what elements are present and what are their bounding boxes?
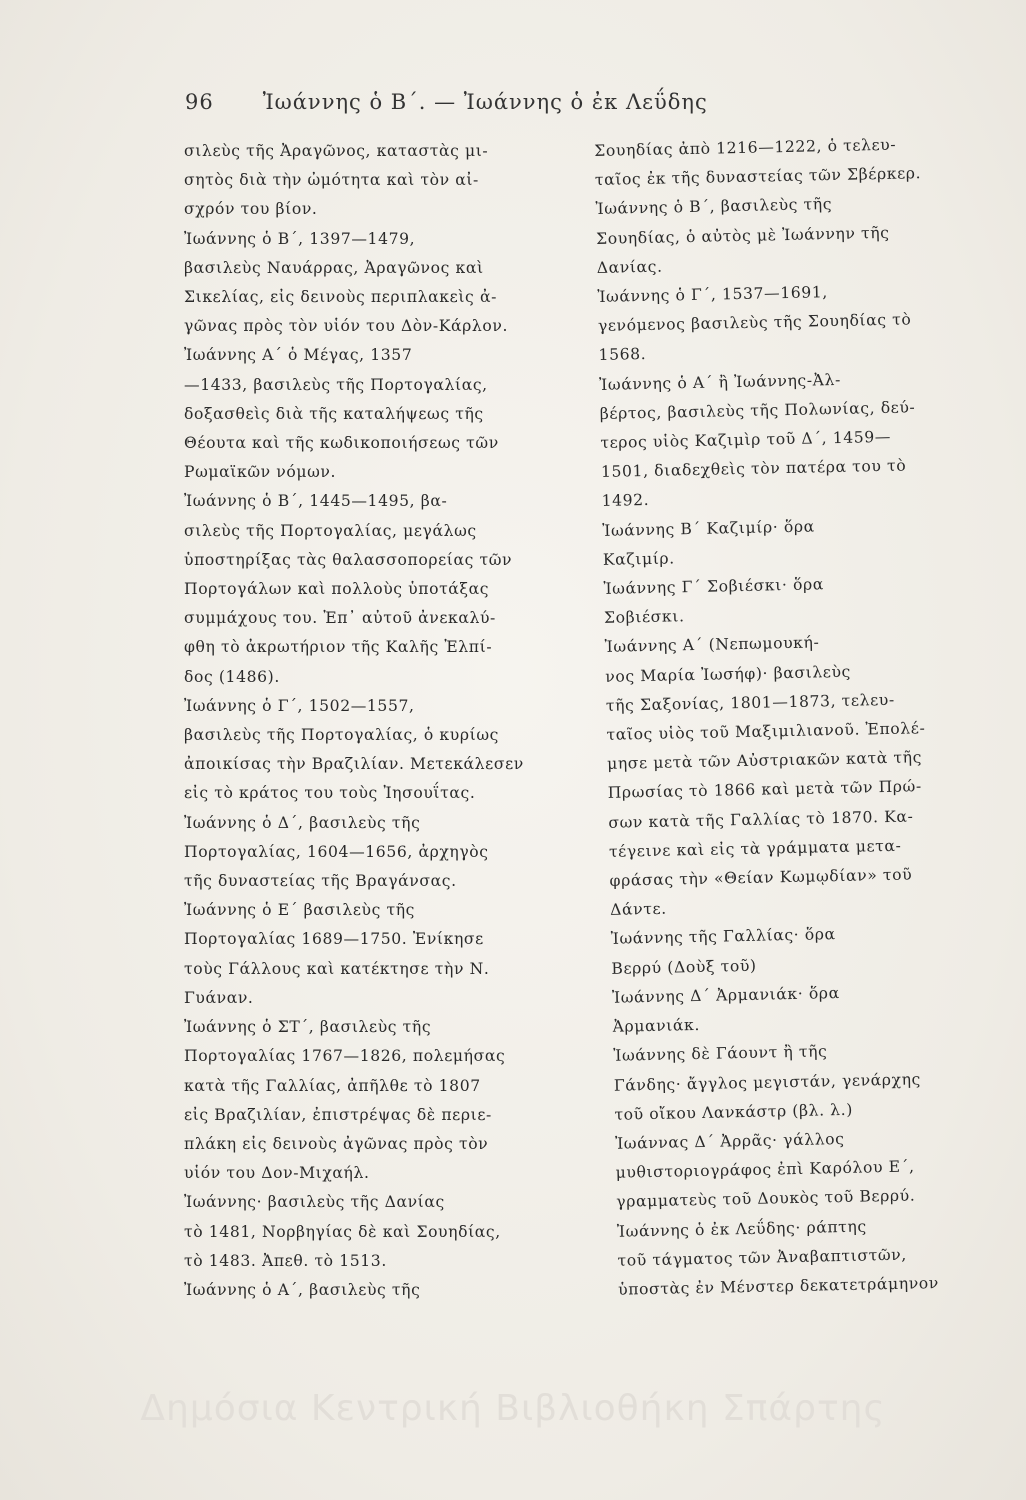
text-line: σητὸς διὰ τὴν ὠμότητα καὶ τὸν αἰ- xyxy=(184,171,479,190)
page-number: 96 xyxy=(185,90,214,114)
text-line: εἰς τὸ κράτος του τοὺς Ἰησουΐτας. xyxy=(184,784,476,803)
text-line: 1501, διαδεχθεὶς τὸν πατέρα του τὸ xyxy=(600,456,907,482)
text-line: Ἰωάννης τῆς Γαλλίας· ὅρα xyxy=(610,925,836,949)
text-line: Πορτογάλων καὶ πολλοὺς ὑποτάξας xyxy=(184,580,490,599)
library-watermark: Δημόσια Κεντρική Βιβλιοθήκη Σπάρτης xyxy=(140,1388,886,1429)
text-line: τερος υἱὸς Καζιμὶρ τοῦ Δ΄, 1459— xyxy=(600,427,892,452)
text-line: Σουηδίας ἀπὸ 1216—1222, ὁ τελευ- xyxy=(594,135,897,160)
text-line: Ἰωάννης ὁ ΣΤ΄, βασιλεὺς τῆς xyxy=(184,1018,432,1037)
text-line: κατὰ τῆς Γαλλίας, ἀπῆλθε τὸ 1807 xyxy=(184,1076,481,1095)
text-line: φθη τὸ ἀκρωτήριον τῆς Καλῆς Ἐλπί- xyxy=(184,638,493,657)
text-line: Βερρύ (Δοὺξ τοῦ) xyxy=(611,956,757,978)
text-line: 1568. xyxy=(598,345,647,365)
text-line: ταῖος ἐκ τῆς δυναστείας τῶν Σβέρκερ. xyxy=(594,164,922,190)
text-line: Ἰωάννης ὁ Β΄, 1397—1479, xyxy=(184,229,416,248)
text-line: Ἀρμανιάκ. xyxy=(612,1016,701,1036)
text-line: πλάκη εἰς δεινοὺς ἀγῶνας πρὸς τὸν xyxy=(184,1134,489,1153)
text-line: Ἰωάννης ὁ Α΄ ἢ Ἰωάννης-Ἀλ- xyxy=(598,370,842,394)
text-line: Ἰωάννης Α΄ ὁ Μέγας, 1357 xyxy=(184,346,413,365)
text-line: τὸ 1481, Νορβηγίας δὲ καὶ Σουηδίας, xyxy=(184,1222,501,1241)
text-line: βασιλεὺς τῆς Πορτογαλίας, ὁ κυρίως xyxy=(184,726,499,745)
text-line: γραμματεὺς τοῦ Δουκὸς τοῦ Βερρύ. xyxy=(616,1186,916,1212)
header-title: Ἰωάννης ὁ Β΄. — Ἰωάννης ὁ ἐκ Λεΰδης xyxy=(262,90,708,114)
text-line: Γυάναν. xyxy=(184,988,254,1007)
text-line: Θέουτα καὶ τῆς κωδικοποιήσεως τῶν xyxy=(184,434,499,453)
text-line: τὸ 1483. Ἀπεθ. τὸ 1513. xyxy=(184,1251,387,1270)
text-line: —1433, βασιλεὺς τῆς Πορτογαλίας, xyxy=(184,375,488,394)
text-line: γῶνας πρὸς τὸν υἱόν του Δὸν-Κάρλον. xyxy=(184,317,509,336)
text-line: Ἰωάννης ὁ Α΄, βασιλεὺς τῆς xyxy=(184,1280,421,1299)
text-line: ὑποστηρίξας τὰς θαλασσοπορείας τῶν xyxy=(184,550,513,569)
text-line: Πορτογαλίας 1689—1750. Ἐνίκησε xyxy=(184,930,484,949)
text-line: δος (1486). xyxy=(184,667,280,686)
text-line: Πορτογαλίας 1767—1826, πολεμήσας xyxy=(184,1047,506,1066)
text-line: Ἰωάννης ὁ Β΄, βασιλεὺς τῆς xyxy=(595,195,833,219)
text-line: Ἰωάννης· βασιλεὺς τῆς Δανίας xyxy=(184,1193,445,1212)
text-line: σων κατὰ τῆς Γαλλίας τὸ 1870. Κα- xyxy=(608,807,914,832)
text-line: Ἰωάννης ὁ Γ΄, 1537—1691, xyxy=(597,283,829,306)
text-line: γενόμενος βασιλεὺς τῆς Σουηδίας τὸ xyxy=(597,310,912,336)
text-line: Σικελίας, εἰς δεινοὺς περιπλακεὶς ἀ- xyxy=(184,288,497,307)
text-line: Σουηδίας, ὁ αὐτὸς μὲ Ἰωάννην τῆς xyxy=(595,223,890,248)
text-line: μησε μετὰ τῶν Αὐστριακῶν κατὰ τῆς xyxy=(606,748,923,774)
text-line: Δανίας. xyxy=(596,257,663,277)
text-line: Ἰωάννης ὁ ἐκ Λεΰδης· ράπτης xyxy=(616,1217,867,1241)
text-line: μυθιστοριογράφος ἐπὶ Καρόλου Ε΄, xyxy=(615,1157,915,1182)
text-line: ταῖος υἱὸς τοῦ Μαξιμιλιανοῦ. Ἐπολέ- xyxy=(606,719,926,744)
text-line: Ἰωάννης Β΄ Καζιμίρ· ὅρα xyxy=(602,517,815,540)
text-line: 1492. xyxy=(601,491,650,511)
text-line: τοῦ οἴκου Λανκάστρ (βλ. λ.) xyxy=(614,1100,854,1124)
text-line: σχρόν του βίον. xyxy=(184,200,318,219)
text-line: σιλεὺς τῆς Ἀραγῶνος, καταστὰς μι- xyxy=(184,142,489,160)
text-line: τῆς δυναστείας τῆς Βραγάνσας. xyxy=(184,872,457,891)
text-line: τοῦ τάγματος τῶν Ἀναβαπτιστῶν, xyxy=(617,1245,907,1270)
text-line: Ἰωάννης Γ΄ Σοβιέσκι· ὅρα xyxy=(603,575,825,598)
text-line: υἱόν του Δον-Μιχαήλ. xyxy=(184,1164,370,1183)
text-line: Ἰωάννης ὁ Β΄, 1445—1495, βα- xyxy=(184,492,448,511)
text-line: Σοβιέσκι. xyxy=(603,607,685,628)
text-line: Δάντε. xyxy=(610,899,667,920)
text-line: ἀποικίσας τὴν Βραζιλίαν. Μετεκάλεσεν xyxy=(184,755,524,774)
text-line: Ἰωάννης ὁ Δ΄, βασιλεὺς τῆς xyxy=(184,813,421,832)
text-line: Γάνδης· ἄγγλος μεγιστάν, γενάρχης xyxy=(613,1069,922,1095)
text-line: Ἰωάννης Α΄ (Νεπωμουκή- xyxy=(604,633,820,657)
text-line: σιλεὺς τῆς Πορτογαλίας, μεγάλως xyxy=(184,521,477,540)
text-line: τέγεινε καὶ εἰς τὰ γράμματα μετα- xyxy=(608,836,902,861)
left-column xyxy=(184,137,576,1305)
text-line: φράσας τὴν «Θείαν Κωμῳδίαν» τοῦ xyxy=(609,865,913,890)
text-line: Ἰωάννης ὁ Ε΄ βασιλεὺς τῆς xyxy=(184,901,415,920)
text-line: βέρτος, βασιλεὺς τῆς Πολωνίας, δεύ- xyxy=(599,398,916,423)
text-line: Ἰωάννας Δ΄ Ἀρρᾶς· γάλλος xyxy=(614,1129,845,1153)
right-column xyxy=(594,129,998,1305)
text-line: Πορτογαλίας, 1604—1656, ἀρχηγὸς xyxy=(184,842,489,861)
text-line: τοὺς Γάλλους καὶ κατέκτησε τὴν Ν. xyxy=(184,959,490,978)
text-line: Πρωσίας τὸ 1866 καὶ μετὰ τῶν Πρώ- xyxy=(607,777,922,803)
text-line: εἰς Βραζιλίαν, ἐπιστρέψας δὲ περιε- xyxy=(184,1105,492,1124)
text-line: Ἰωάννης Δ΄ Ἀρμανιάκ· ὅρα xyxy=(611,983,840,1007)
text-line: ὑποστὰς ἐν Μένστερ δεκατετράμηνον xyxy=(617,1273,940,1299)
text-line: δοξασθεὶς διὰ τῆς καταλήψεως τῆς xyxy=(184,404,484,423)
text-line: βασιλεὺς Ναυάρρας, Ἀραγῶνος καὶ xyxy=(184,258,484,277)
text-line: νος Μαρία Ἰωσήφ)· βασιλεὺς xyxy=(605,662,852,686)
text-line: Ρωμαϊκῶν νόμων. xyxy=(184,463,337,482)
running-header xyxy=(185,90,885,114)
text-line: συμμάχους του. Ἐπ᾽ αὐτοῦ ἀνεκαλύ- xyxy=(184,609,496,628)
text-line: Ἰωάννης ὁ Γ΄, 1502—1557, xyxy=(184,696,415,715)
text-line: Ἰωάννης δὲ Γάουντ ἢ τῆς xyxy=(613,1042,828,1066)
text-line: τῆς Σαξονίας, 1801—1873, τελευ- xyxy=(605,690,895,715)
text-line: Καζιμίρ. xyxy=(602,549,675,569)
